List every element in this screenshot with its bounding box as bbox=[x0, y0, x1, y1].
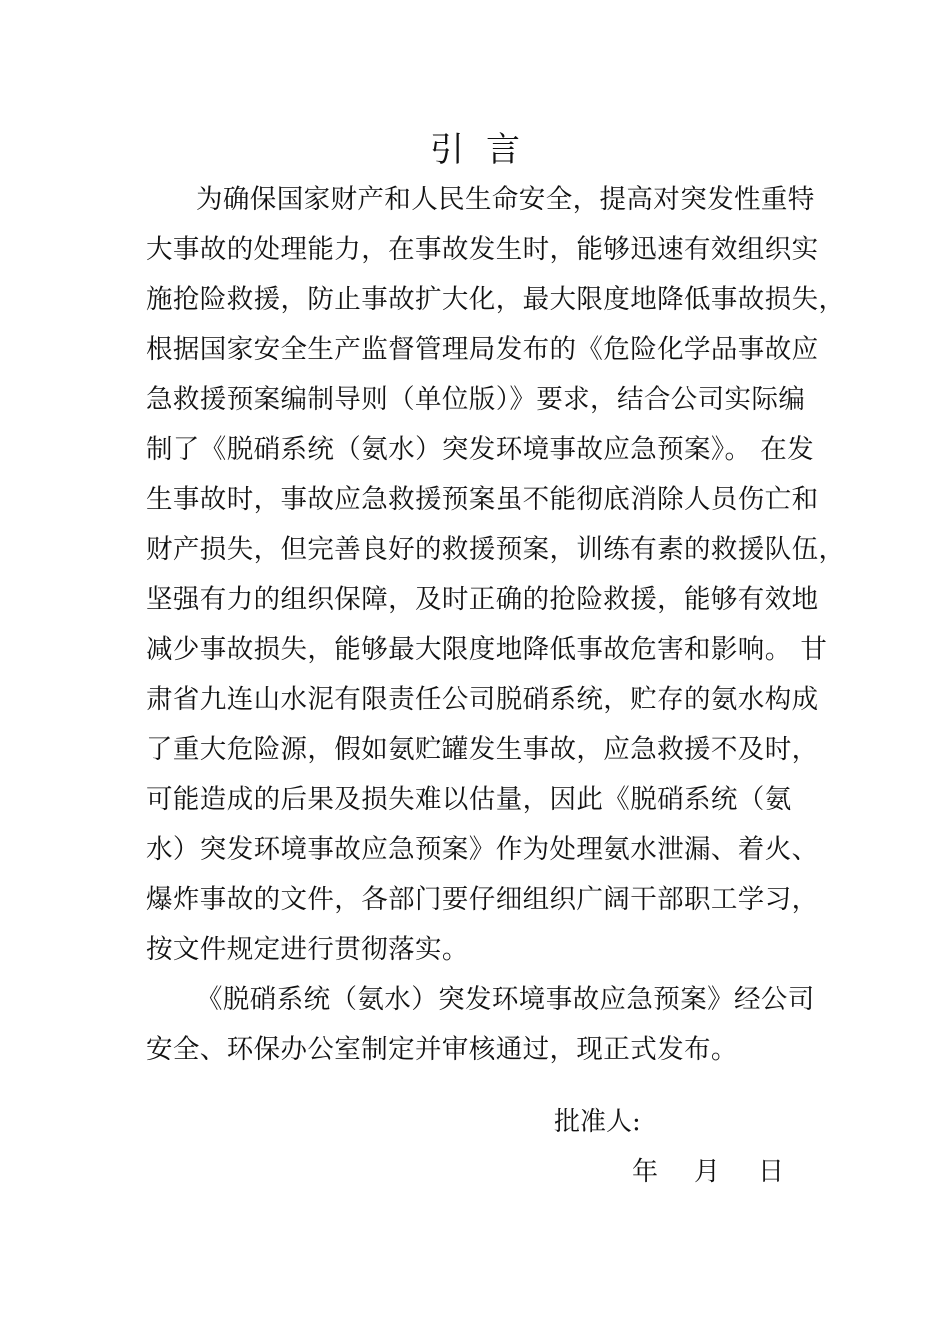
body-line: 可能造成的后果及损失难以估量，因此《脱硝系统（氨 bbox=[146, 784, 792, 815]
body-line: 《脱硝系统（氨水）突发环境事故应急预案》经公司 bbox=[196, 984, 815, 1015]
body-line: 爆炸事故的文件，各部门要仔细组织广阔干部职工学习， bbox=[146, 884, 819, 915]
document-title: 引言 bbox=[430, 130, 542, 170]
body-line: 施抢险救援，防止事故扩大化，最大限度地降低事故损失， bbox=[146, 284, 846, 315]
body-line: 减少事故损失，能够最大限度地降低事故危害和影响。 甘 bbox=[146, 634, 828, 665]
body-line: 急救援预案编制导则（单位版）》要求，结合公司实际编 bbox=[146, 384, 806, 415]
body-line: 财产损失，但完善良好的救援预案，训练有素的救援队伍， bbox=[146, 534, 846, 565]
date-day-label: 日 bbox=[758, 1157, 785, 1187]
body-line: 制了《脱硝系统（氨水）突发环境事故应急预案》。 在发 bbox=[146, 434, 815, 465]
body-line: 大事故的处理能力，在事故发生时，能够迅速有效组织实 bbox=[146, 234, 819, 265]
body-line: 肃省九连山水泥有限责任公司脱硝系统，贮存的氨水构成 bbox=[146, 684, 819, 715]
body-line: 安全、环保办公室制定并审核通过，现正式发布。 bbox=[146, 1034, 738, 1065]
body-line: 了重大危险源，假如氨贮罐发生事故，应急救援不及时， bbox=[146, 734, 819, 765]
body-line: 为确保国家财产和人民生命安全，提高对突发性重特 bbox=[196, 184, 815, 215]
body-line: 水）突发环境事故应急预案》作为处理氨水泄漏、着火、 bbox=[146, 834, 819, 865]
date-year-label: 年 bbox=[632, 1157, 659, 1187]
body-line: 按文件规定进行贯彻落实。 bbox=[146, 934, 469, 965]
date-month-label: 月 bbox=[694, 1157, 721, 1187]
body-line: 坚强有力的组织保障，及时正确的抢险救援，能够有效地 bbox=[146, 584, 819, 615]
body-line: 根据国家安全生产监督管理局发布的《危险化学品事故应 bbox=[146, 334, 819, 365]
approver-label: 批准人: bbox=[554, 1107, 641, 1137]
body-line: 生事故时，事故应急救援预案虽不能彻底消除人员伤亡和 bbox=[146, 484, 819, 515]
